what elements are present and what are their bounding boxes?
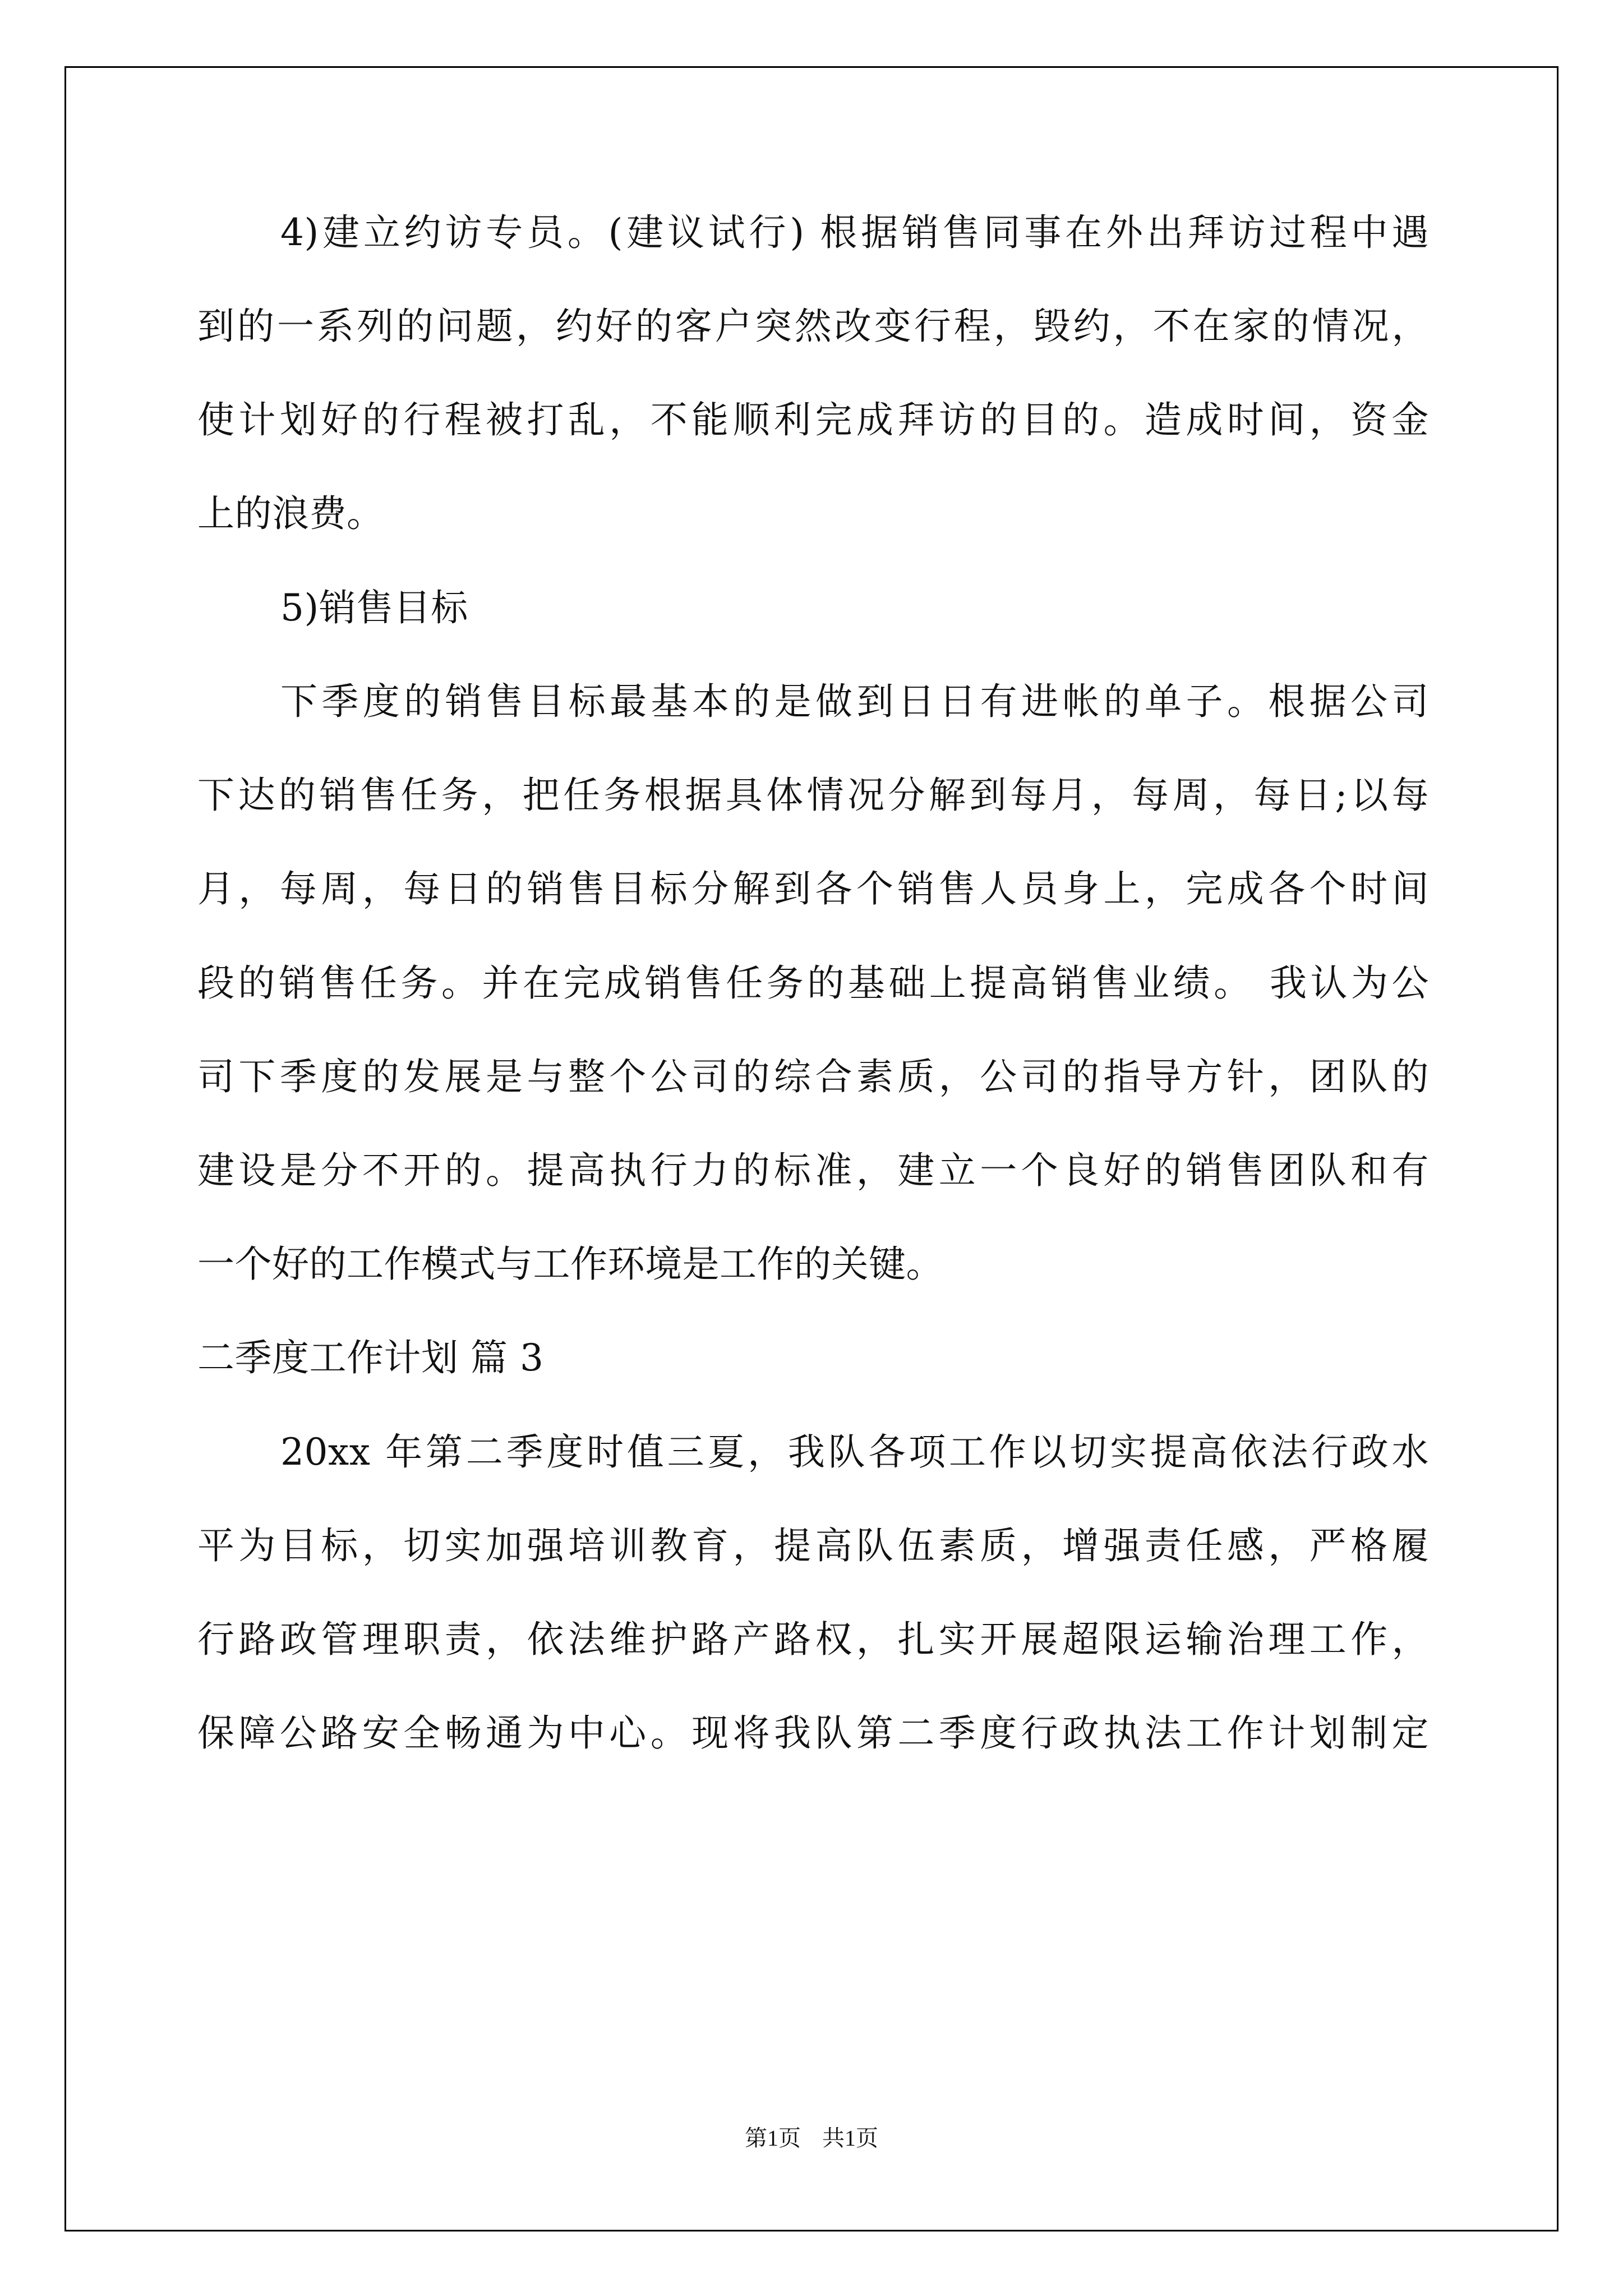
paragraph-line: 段的销售任务。并在完成销售任务的基础上提高销售业绩。 我认为公 [197,961,1429,1005]
paragraph-line: 下达的销售任务，把任务根据具体情况分解到每月，每周，每日;以每 [197,774,1429,817]
paragraph-line: 一个好的工作模式与工作环境是工作的关键。 [197,1243,943,1286]
paragraph-line: 月，每周，每日的销售目标分解到各个销售人员身上，完成各个时间 [197,867,1429,910]
paragraph-line: 保障公路安全畅通为中心。现将我队第二季度行政执法工作计划制定 [197,1711,1429,1755]
paragraph-line: 司下季度的发展是与整个公司的综合素质，公司的指导方针，团队的 [197,1055,1429,1098]
page-total: 共1页 [822,2125,878,2151]
paragraph-line: 4)建立约访专员。(建议试行) 根据销售同事在外出拜访过程中遇 [280,211,1429,254]
section-heading: 5)销售目标 [280,586,468,629]
paragraph-line: 下季度的销售目标最基本的是做到日日有进帐的单子。根据公司 [280,680,1429,723]
page-footer [0,2122,1623,2155]
page-number: 第1页 [745,2125,801,2151]
paragraph-line: 上的浪费。 [197,492,384,535]
paragraph-line: 到的一系列的问题，约好的客户突然改变行程，毁约，不在家的情况， [197,305,1429,348]
paragraph-line: 使计划好的行程被打乱，不能顺利完成拜访的目的。造成时间，资金 [197,398,1429,441]
paragraph-line: 平为目标，切实加强培训教育，提高队伍素质，增强责任感，严格履 [197,1524,1429,1567]
section-title: 二季度工作计划 篇 3 [197,1336,544,1379]
paragraph-line: 建设是分不开的。提高执行力的标准，建立一个良好的销售团队和有 [197,1149,1429,1192]
paragraph-line: 行路政管理职责，依法维护路产路权，扎实开展超限运输治理工作， [197,1618,1429,1661]
paragraph-line: 20xx 年第二季度时值三夏，我队各项工作以切实提高依法行政水 [280,1430,1429,1474]
